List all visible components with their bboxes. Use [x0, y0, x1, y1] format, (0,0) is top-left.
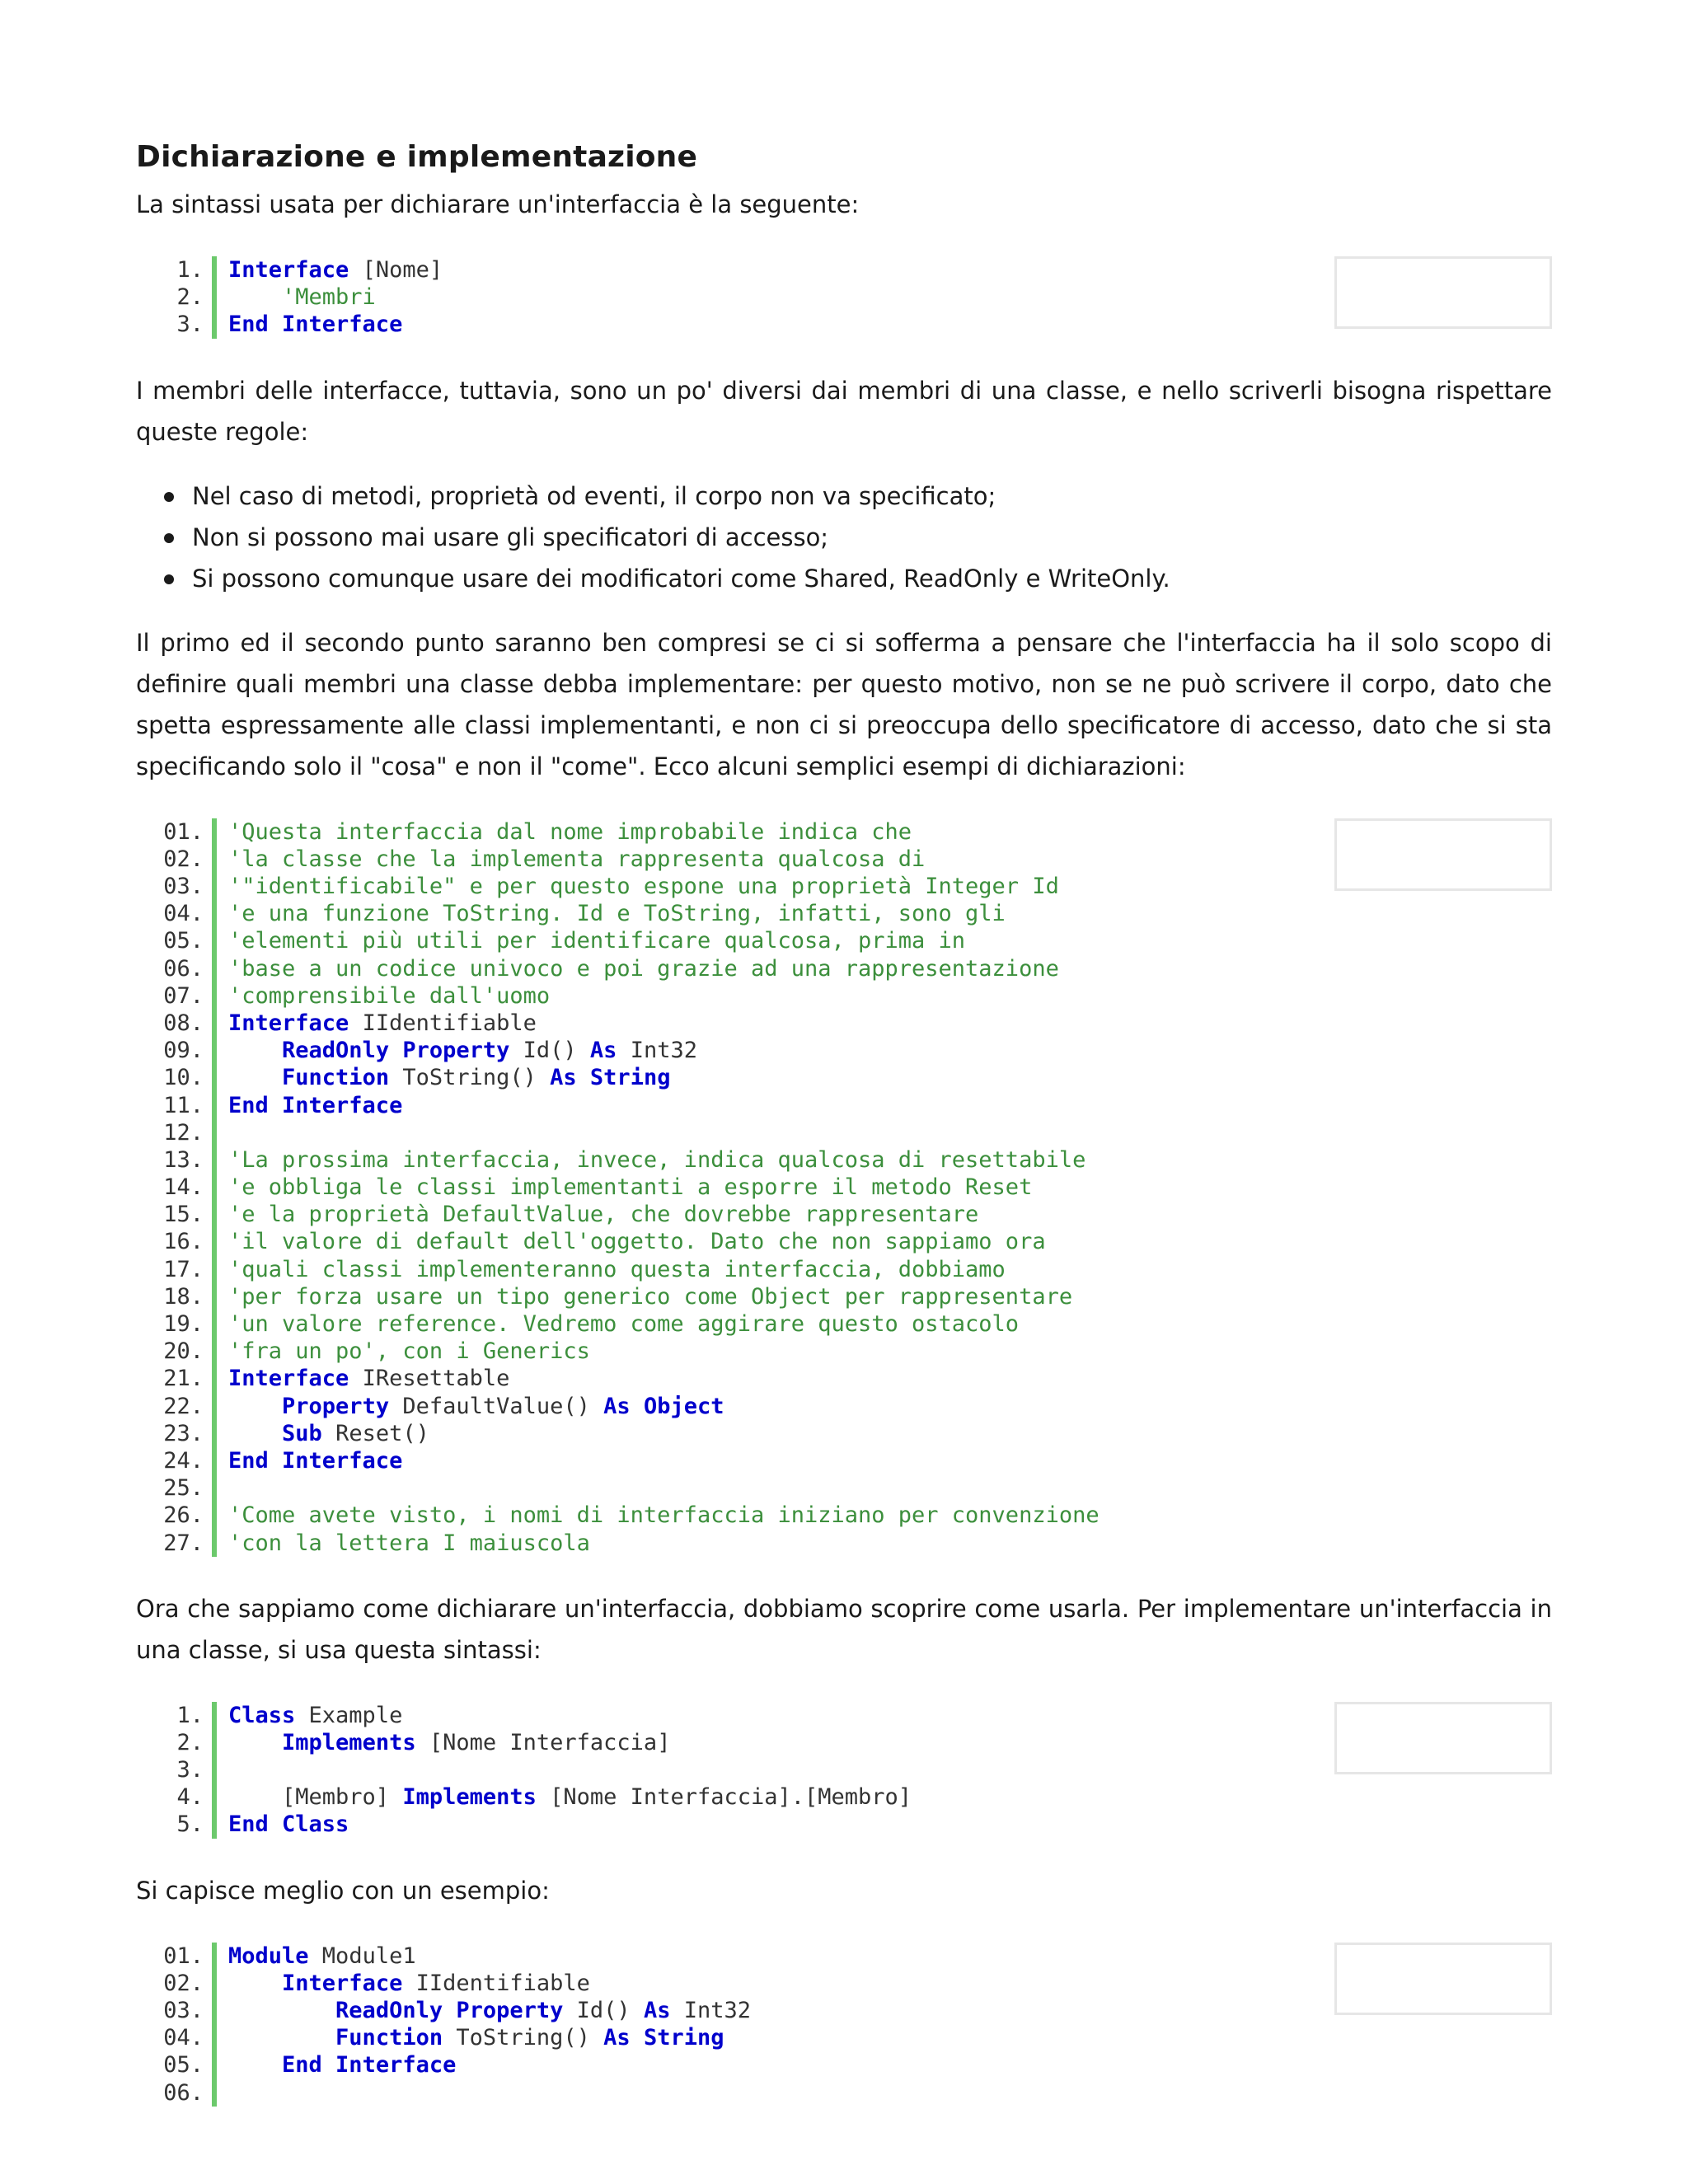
- paragraph-intro: La sintassi usata per dichiarare un'interfaccia è la seguente:: [136, 190, 860, 218]
- code-line: [136, 1702, 1552, 1729]
- code-line: [136, 1010, 1552, 1037]
- line-number: 11.: [163, 1092, 204, 1118]
- code-comment: 'La prossima interfaccia, invece, indica qualcosa di resettabile: [228, 1146, 1086, 1173]
- code-token: [228, 1065, 282, 1090]
- code-text: [228, 1366, 509, 1391]
- line-number: 1.: [176, 1702, 204, 1728]
- code-keyword: End Interface: [282, 2052, 457, 2079]
- code-text: [228, 312, 402, 337]
- code-token: [228, 2052, 282, 2078]
- code-comment: 'e la proprietà DefaultValue, che dovrebbe rappresentare: [228, 1202, 979, 1228]
- code-keyword: Interface: [228, 1366, 349, 1392]
- line-number: 06.: [163, 955, 204, 982]
- line-number: 17.: [163, 1256, 204, 1282]
- code-line: [136, 1970, 1552, 1997]
- gutter-bar: [212, 2079, 217, 2107]
- gutter-bar: [212, 846, 217, 873]
- paragraph-explanation: Il primo ed il secondo punto saranno ben compresi se ci si sofferma a pensare che l'interfaccia ha il solo scopo di definire quali membri una classe debba implementare: per questo motivo, non se ne può scrivere il corpo, dato che spetta espressamente alle classi implementanti, e non ci si preoccupa dello specificatore di accesso, dato che si sta specificando solo il "cosa" e non il "come". Ecco alcuni semplici esempi di dichiarazioni:: [136, 628, 1552, 780]
- gutter-bar: [212, 1037, 217, 1064]
- gutter-bar: [212, 1756, 217, 1783]
- code-comment: 'il valore di default dell'oggetto. Dato che non sappiamo ora: [228, 1229, 1046, 1255]
- line-number: 09.: [163, 1038, 204, 1064]
- code-token: [228, 1998, 335, 2023]
- code-line: [136, 955, 1552, 982]
- line-number: 23.: [163, 1420, 204, 1446]
- code-text: [228, 257, 443, 283]
- code-comment: 'per forza usare un tipo generico come Object per rappresentare: [228, 1283, 1073, 1310]
- line-number: 12.: [163, 1119, 204, 1146]
- code-line: [136, 1283, 1552, 1310]
- code-text: [228, 819, 912, 845]
- line-number: 03.: [163, 874, 204, 900]
- code-text: [228, 1202, 978, 1227]
- line-number: 1.: [176, 257, 204, 284]
- code-token: [228, 1394, 282, 1419]
- code-token: Reset(): [321, 1420, 429, 1446]
- list-item: Si possono comunque usare dei modificatori come Shared, ReadOnly e WriteOnly.: [192, 558, 1552, 599]
- code-lines: [136, 1943, 1552, 2107]
- line-number: 04.: [163, 2025, 204, 2051]
- gutter-bar: [212, 256, 217, 284]
- code-line: [136, 1146, 1552, 1174]
- code-text: [228, 1284, 1072, 1310]
- code-token: IResettable: [349, 1366, 510, 1392]
- paragraph-example: Si capisce meglio con un esempio:: [136, 1876, 550, 1905]
- code-comment: 'comprensibile dall'uomo: [228, 982, 551, 1009]
- code-line: [136, 1037, 1552, 1064]
- gutter-bar: [212, 873, 217, 900]
- gutter-bar: [212, 2024, 217, 2051]
- code-text: [228, 1147, 1085, 1173]
- gutter-bar: [212, 955, 217, 982]
- gutter-bar: [212, 1970, 217, 1997]
- code-text: [228, 1998, 751, 2023]
- line-number: 26.: [163, 1502, 204, 1529]
- line-number: 18.: [163, 1283, 204, 1310]
- line-number: 13.: [163, 1146, 204, 1173]
- bullet-icon: [164, 574, 174, 584]
- code-comment: 'quali classi implementeranno questa interfaccia, dobbiamo: [228, 1256, 1006, 1282]
- gutter-bar: [212, 1228, 217, 1255]
- section-heading: Dichiarazione e implementazione: [136, 140, 698, 174]
- gutter-bar: [212, 1729, 217, 1756]
- code-text: [228, 1010, 537, 1036]
- code-token: IIdentifiable: [349, 1010, 537, 1036]
- line-number: 05.: [163, 928, 204, 954]
- code-line: [136, 1474, 1552, 1502]
- code-comment: 'Questa interfaccia dal nome improbabile indica che: [228, 818, 912, 845]
- code-token: IIdentifiable: [402, 1970, 590, 1996]
- gutter-bar: [212, 1393, 217, 1420]
- line-number: 21.: [163, 1366, 204, 1392]
- line-number: 15.: [163, 1202, 204, 1228]
- code-keyword: End Class: [228, 1811, 349, 1838]
- code-keyword: As String: [550, 1065, 671, 1091]
- code-comment: 'Membri: [228, 284, 376, 311]
- code-keyword: Implements: [282, 1729, 416, 1755]
- code-block-syntax: [136, 256, 1552, 339]
- line-number: 3.: [176, 1757, 204, 1783]
- rules-list: [136, 476, 1552, 599]
- code-line: [136, 284, 1552, 311]
- code-line: [136, 1997, 1552, 2024]
- code-text: [228, 1229, 1046, 1254]
- code-lines: [136, 1702, 1552, 1839]
- gutter-bar: [212, 1420, 217, 1447]
- gutter-bar: [212, 1365, 217, 1392]
- line-number: 24.: [163, 1447, 204, 1474]
- gutter-bar: [212, 1146, 217, 1174]
- code-keyword: Interface: [228, 1010, 349, 1036]
- line-number: 04.: [163, 901, 204, 927]
- code-line: [136, 1729, 1552, 1756]
- gutter-bar: [212, 1502, 217, 1529]
- code-keyword: Function: [282, 1065, 390, 1091]
- code-token: [Nome Interfaccia].[Membro]: [536, 1784, 912, 1811]
- code-text: [228, 284, 376, 310]
- gutter-bar: [212, 1256, 217, 1283]
- code-token: [228, 1421, 282, 1446]
- code-line: [136, 1756, 1552, 1783]
- code-token: [228, 1971, 282, 1996]
- code-comment: 'la classe che la implementa rappresenta qualcosa di: [228, 846, 926, 872]
- gutter-bar: [212, 1174, 217, 1201]
- code-line: [136, 846, 1552, 873]
- code-token: [228, 2025, 335, 2050]
- code-keyword: As: [589, 1038, 617, 1064]
- code-text: [228, 1703, 402, 1728]
- code-line: [136, 818, 1552, 846]
- line-number: 05.: [163, 2052, 204, 2079]
- list-item: Non si possono mai usare gli specificatori di accesso;: [192, 517, 1552, 558]
- list-item: Nel caso di metodi, proprietà od eventi, il corpo non va specificato;: [192, 476, 1552, 517]
- line-number: 08.: [163, 1010, 204, 1036]
- code-keyword: End Interface: [228, 312, 403, 338]
- code-line: [136, 256, 1552, 284]
- gutter-bar: [212, 1064, 217, 1091]
- code-text: [228, 1502, 1100, 1528]
- code-text: [228, 1811, 349, 1837]
- code-text: [228, 1784, 912, 1810]
- code-token: Int32: [670, 1998, 751, 2024]
- code-comment: '"identificabile" e per questo espone una proprietà Integer Id: [228, 874, 1059, 900]
- line-number: 07.: [163, 982, 204, 1009]
- code-line: [136, 927, 1552, 954]
- code-text: [228, 874, 1059, 899]
- code-text: [228, 2025, 724, 2050]
- code-text: [228, 983, 550, 1009]
- code-block-module-example: [136, 1943, 1552, 2107]
- code-text: [228, 2052, 456, 2078]
- code-line: [136, 2051, 1552, 2079]
- code-keyword: End Interface: [228, 1092, 403, 1118]
- bullet-icon: [164, 492, 174, 502]
- code-keyword: ReadOnly Property: [335, 1998, 564, 2024]
- code-text: [228, 1311, 1019, 1337]
- code-keyword: As Object: [603, 1393, 724, 1419]
- code-text: [228, 901, 1006, 926]
- code-line: [136, 1943, 1552, 1970]
- code-keyword: Property: [282, 1393, 390, 1419]
- gutter-bar: [212, 1997, 217, 2024]
- code-token: [Nome]: [349, 257, 443, 284]
- code-block-implements-syntax: [136, 1702, 1552, 1839]
- code-token: [228, 1730, 282, 1755]
- code-line: [136, 1529, 1552, 1556]
- code-token: Id(): [563, 1998, 644, 2024]
- code-line: [136, 1228, 1552, 1255]
- line-number: 2.: [176, 284, 204, 311]
- gutter-bar: [212, 1310, 217, 1338]
- line-number: 16.: [163, 1229, 204, 1255]
- code-keyword: End Interface: [228, 1447, 403, 1474]
- code-text: [228, 1943, 416, 1969]
- line-number: 25.: [163, 1475, 204, 1502]
- line-number: 06.: [163, 2079, 204, 2106]
- code-text: [228, 1093, 402, 1118]
- code-comment: 'con la lettera I maiuscola: [228, 1530, 590, 1556]
- code-text: [228, 1038, 697, 1063]
- code-line: [136, 1310, 1552, 1338]
- gutter-bar: [212, 1119, 217, 1146]
- line-number: 02.: [163, 846, 204, 872]
- code-comment: 'base a un codice univoco e poi grazie ad una rappresentazione: [228, 955, 1059, 982]
- bullet-icon: [164, 533, 174, 543]
- gutter-bar: [212, 818, 217, 846]
- code-text: [228, 1421, 429, 1446]
- gutter-bar: [212, 1091, 217, 1118]
- code-line: [136, 982, 1552, 1010]
- line-number: 2.: [176, 1729, 204, 1755]
- line-number: 02.: [163, 1970, 204, 1996]
- line-number: 01.: [163, 818, 204, 845]
- code-keyword: ReadOnly Property: [282, 1038, 510, 1064]
- line-number: 20.: [163, 1338, 204, 1365]
- line-number: 3.: [176, 312, 204, 338]
- code-token: Id(): [509, 1038, 590, 1064]
- code-comment: 'fra un po', con i Generics: [228, 1338, 590, 1365]
- line-number: 27.: [163, 1530, 204, 1556]
- gutter-bar: [212, 284, 217, 311]
- line-number: 03.: [163, 1998, 204, 2024]
- gutter-bar: [212, 1783, 217, 1811]
- code-comment: 'un valore reference. Vedremo come aggirare questo ostacolo: [228, 1311, 1020, 1338]
- gutter-bar: [212, 1474, 217, 1502]
- gutter-bar: [212, 1943, 217, 1970]
- code-text: [228, 1448, 402, 1474]
- gutter-bar: [212, 900, 217, 927]
- code-text: [228, 1394, 724, 1419]
- code-line: [136, 873, 1552, 900]
- code-line: [136, 1064, 1552, 1091]
- gutter-bar: [212, 1529, 217, 1556]
- code-comment: 'Come avete visto, i nomi di interfaccia iniziano per convenzione: [228, 1502, 1100, 1529]
- code-token: Int32: [617, 1038, 697, 1064]
- code-line: [136, 2079, 1552, 2107]
- code-text: [228, 1174, 1032, 1200]
- gutter-bar: [212, 2051, 217, 2079]
- code-line: [136, 1420, 1552, 1447]
- code-line: [136, 900, 1552, 927]
- code-token: [Nome Interfaccia]: [415, 1729, 671, 1755]
- code-text: [228, 1730, 670, 1755]
- code-line: [136, 1091, 1552, 1118]
- code-text: [228, 1065, 670, 1090]
- paragraph-implement: Ora che sappiamo come dichiarare un'interfaccia, dobbiamo scoprire come usarla. Per implementare un'interfaccia in una classe, si usa questa sintassi:: [136, 1594, 1552, 1664]
- code-text: [228, 1971, 590, 1996]
- code-text: [228, 1338, 590, 1364]
- code-keyword: Interface: [282, 1970, 403, 1996]
- gutter-bar: [212, 1201, 217, 1228]
- code-line: [136, 1365, 1552, 1392]
- code-keyword: As: [643, 1998, 671, 2024]
- code-text: [228, 1257, 1006, 1282]
- code-line: [136, 2024, 1552, 2051]
- gutter-bar: [212, 1447, 217, 1474]
- code-keyword: Interface: [228, 257, 349, 284]
- code-keyword: Implements: [402, 1784, 537, 1811]
- code-lines: [136, 256, 1552, 339]
- code-keyword: Function: [335, 2025, 443, 2051]
- code-comment: 'elementi più utili per identificare qualcosa, prima in: [228, 928, 966, 954]
- code-line: [136, 1201, 1552, 1228]
- code-token: DefaultValue(): [389, 1393, 604, 1419]
- line-number: 4.: [176, 1784, 204, 1811]
- code-line: [136, 1783, 1552, 1811]
- line-number: 10.: [163, 1065, 204, 1091]
- line-number: 01.: [163, 1943, 204, 1969]
- document-page: [136, 140, 1552, 2138]
- code-line: [136, 1119, 1552, 1146]
- code-lines: [136, 818, 1552, 1557]
- gutter-bar: [212, 982, 217, 1010]
- code-text: [228, 956, 1059, 982]
- gutter-bar: [212, 1811, 217, 1838]
- code-line: [136, 1338, 1552, 1365]
- code-comment: 'e una funzione ToString. Id e ToString, infatti, sono gli: [228, 901, 1006, 927]
- code-keyword: As String: [603, 2025, 724, 2051]
- gutter-bar: [212, 1283, 217, 1310]
- code-token: [Membro]: [228, 1784, 403, 1811]
- code-token: [228, 1038, 282, 1063]
- code-keyword: Sub: [282, 1420, 322, 1446]
- code-token: ToString(): [443, 2025, 604, 2051]
- code-line: [136, 1174, 1552, 1201]
- code-line: [136, 1256, 1552, 1283]
- code-text: [228, 846, 925, 872]
- code-token: Module1: [308, 1943, 416, 1969]
- code-line: [136, 1502, 1552, 1529]
- gutter-bar: [212, 1702, 217, 1729]
- code-line: [136, 1811, 1552, 1838]
- code-block-examples: [136, 818, 1552, 1557]
- code-line: [136, 311, 1552, 338]
- code-keyword: Class: [228, 1702, 296, 1728]
- code-keyword: Module: [228, 1943, 309, 1969]
- line-number: 19.: [163, 1311, 204, 1338]
- code-comment: 'e obbliga le classi implementanti a esporre il metodo Reset: [228, 1174, 1033, 1201]
- code-token: ToString(): [389, 1065, 551, 1091]
- code-line: [136, 1447, 1552, 1474]
- code-token: Example: [295, 1702, 403, 1728]
- line-number: 5.: [176, 1811, 204, 1838]
- line-number: 22.: [163, 1393, 204, 1419]
- code-line: [136, 1393, 1552, 1420]
- code-text: [228, 928, 965, 954]
- paragraph-members: I membri delle interfacce, tuttavia, sono un po' diversi dai membri di una classe, e nello scriverli bisogna rispettare queste regole:: [136, 376, 1552, 446]
- line-number: 14.: [163, 1174, 204, 1201]
- gutter-bar: [212, 311, 217, 338]
- gutter-bar: [212, 1338, 217, 1365]
- gutter-bar: [212, 1010, 217, 1037]
- gutter-bar: [212, 927, 217, 954]
- code-text: [228, 1530, 590, 1556]
